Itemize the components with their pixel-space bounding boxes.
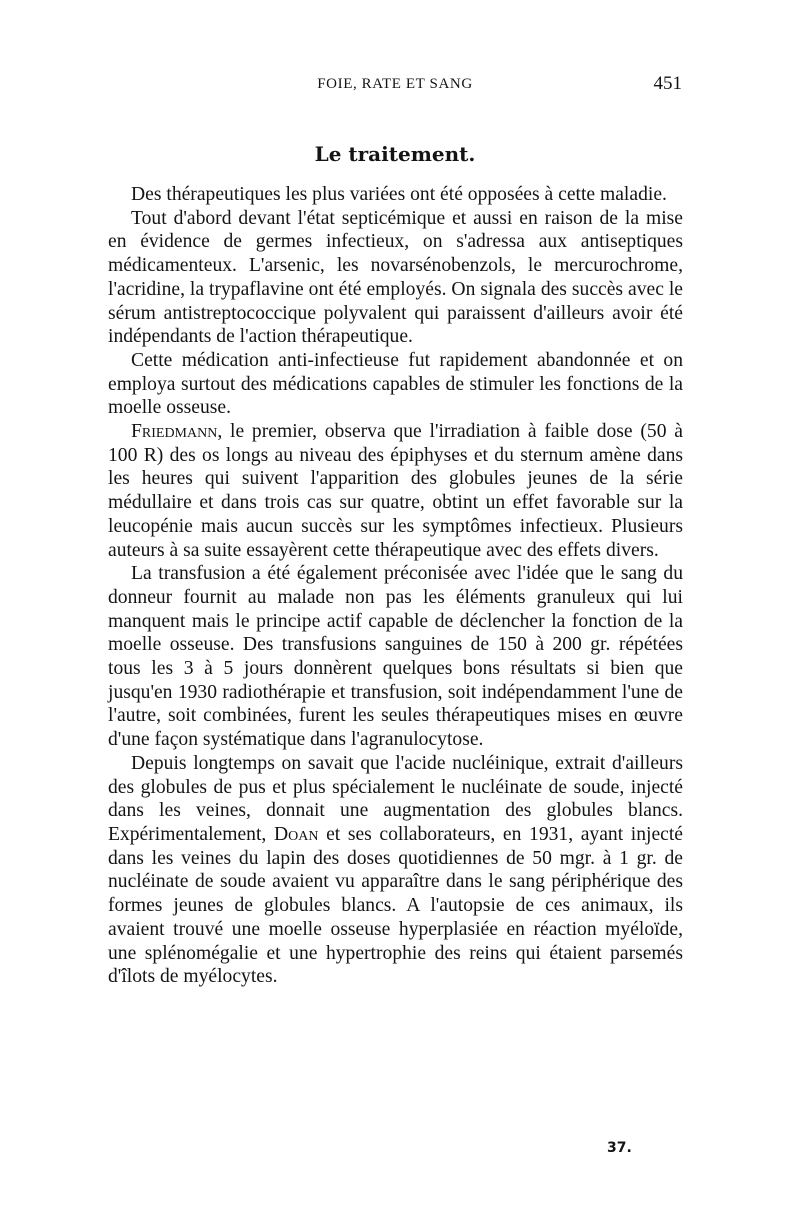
- paragraph-antiseptics: Tout d'abord devant l'état septicémique et aussi en raison de la mise en évidence de germes infectieux, on s'adressa aux antiseptiques médicamenteux. L'arsenic, les novarsénobenzols, le mercurochrome, l'acridine, la trypaflavine ont été employés. On signala des succès avec le sérum antistreptococcique polyvalent qui paraissent d'ailleurs avoir été indépendants de l'action thérapeutique.: [108, 207, 683, 348]
- author-name-friedmann: Friedmann: [131, 421, 218, 443]
- page-number: 451: [653, 73, 682, 94]
- paragraph-nucleinate-text-after: et ses collaborateurs, en 1931, ayant injecté dans les veines du lapin des doses quotidiennes de 50 mgr. à 1 gr. de nucléinate de soude avaient vu apparaître dans le sang périphérique des formes jeunes de globules blancs. A l'autopsie de ces animaux, ils avaient trouvé une moelle osseuse hyperplasiée en réaction myéloïde, une splénomégalie et une hypertrophie des reins qui étaient parsemés d'îlots de myélocytes.: [108, 823, 684, 988]
- paragraph-intro: Des thérapeutiques les plus variées ont été opposées à cette maladie.: [131, 184, 667, 205]
- paragraph-irradiation: [108, 420, 683, 562]
- running-title: FOIE, RATE ET SANG: [317, 76, 473, 92]
- running-head: [108, 73, 682, 100]
- author-name-doan: Doan: [273, 823, 319, 845]
- signature-mark: 37.: [607, 1140, 632, 1156]
- paragraph-nucleinate-text-before: Depuis longtemps on savait que l'acide nucléinique, extrait d'ailleurs des globules de pus et plus spécialement le nucléinate de soude, injecté dans les veines, donnait une augmentation des globules blancs. Expérimentalement,: [108, 752, 683, 845]
- body-text: [108, 183, 683, 989]
- paragraph-medication: Cette médication anti-infectieuse fut rapidement abandonnée et on employa surtout des médications capables de stimuler les fonctions de la moelle osseuse.: [108, 349, 683, 419]
- paragraph-nucleinate: [108, 752, 683, 989]
- section-title: Le traitement.: [314, 142, 476, 166]
- paragraph-irradiation-text: , le premier, observa que l'irradiation à faible dose (50 à 100 R) des os longs au niveau des épiphyses et du sternum amène dans les heures qui suivent l'apparition des globules jeunes de la série médullaire et dans trois cas sur quatre, obtint un effet favorable sur la leucopénie mais aucun succès sur les symptômes infectieux. Plusieurs auteurs à sa suite essayèrent cette thérapeutique avec des effets divers.: [108, 421, 683, 561]
- paragraph-transfusion: La transfusion a été également préconisée avec l'idée que le sang du donneur fournit au malade non pas les éléments granuleux qui lui manquent mais le principe actif capable de déclencher la fonction de la moelle osseuse. Des transfusions sanguines de 150 à 200 gr. répétées tous les 3 à 5 jours donnèrent quelques bons résultats si bien que jusqu'en 1930 radiothérapie et transfusion, soit indépendamment l'une de l'autre, soit combinées, furent les seules thérapeutiques mises en œuvre d'une façon systématique dans l'agranulocytose.: [108, 563, 683, 751]
